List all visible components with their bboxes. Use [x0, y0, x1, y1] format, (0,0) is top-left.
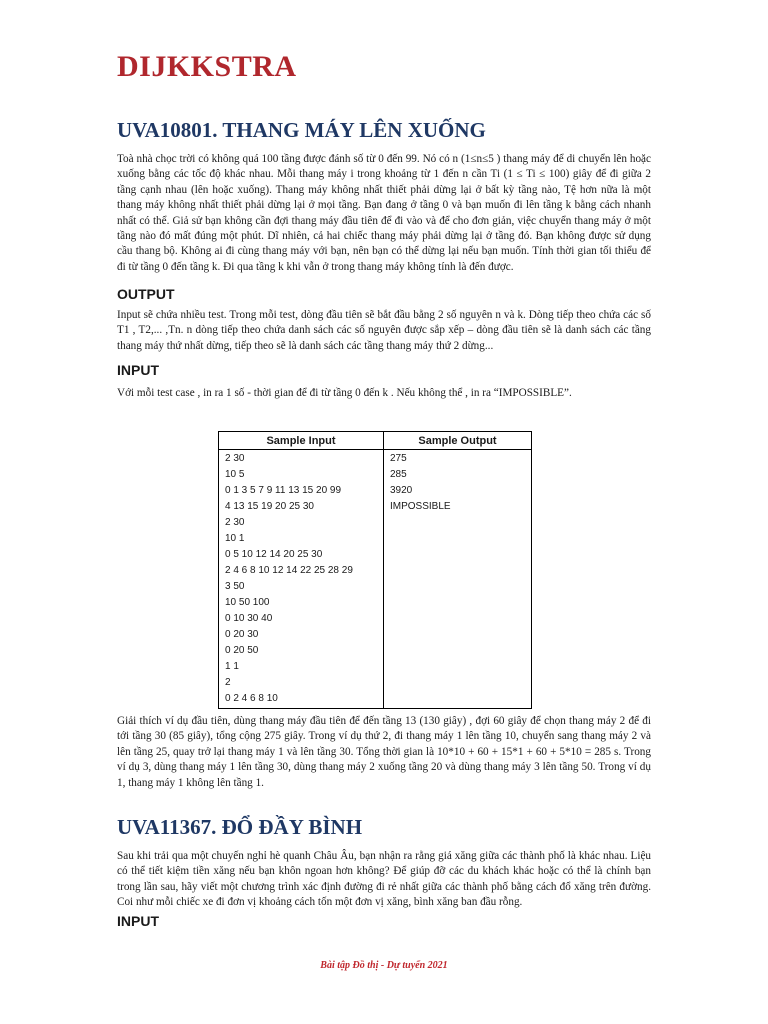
- sample-input-line: 2 4 6 8 10 12 14 22 25 28 29: [225, 565, 353, 576]
- sample-output-header: Sample Output: [384, 432, 532, 450]
- section1-title: UVA10801. THANG MÁY LÊN XUỐNG: [117, 118, 486, 142]
- section2-input-heading: INPUT: [117, 913, 159, 929]
- sample-input-line: 3 50: [225, 581, 245, 592]
- sample-input-header: Sample Input: [219, 432, 384, 450]
- main-heading: DIJKKSTRA: [117, 50, 297, 83]
- sample-input-line: 2 30: [225, 517, 245, 528]
- section1-explanation: Giải thích ví dụ đầu tiên, dùng thang máy đầu tiên để đến tầng 13 (130 giây) , đợi 60 giây để chọn thang máy 2 để đi tới tầng 30 (85 giây), tổng cộng 275 giây. Trong ví dụ thứ 2, đi thang máy 1 lên tầng 10, chuyển sang thang máy 2 và lên tầng 25, quay trở lại thang máy 1 và lên tầng 30. Tổng thời gian là 10*10 + 60 + 15*1 + 60 + 5*10 = 285 s. Trong ví dụ 3, dùng thang máy 1 lên tầng 30, dùng thang máy 2 xuống tầng 20 và dùng thang máy 3 lên tầng 50. Trong ví dụ 1, thang máy 1 không lên tầng 1.: [117, 715, 651, 789]
- sample-input-cell: [219, 450, 384, 709]
- section1-output-text: Input sẽ chứa nhiều test. Trong mỗi test, dòng đầu tiên sẽ bắt đầu bằng 2 số nguyên n và k. Dòng tiếp theo chứa các số T1 , T2,... ,Tn. n dòng tiếp theo chứa danh sách các số nguyên được sắp xếp – dòng đầu tiên sẽ là danh sách các tầng thang máy thứ nhất dừng, tiếp theo sẽ là danh sách các tầng thang máy thứ 2 dừng...: [117, 309, 651, 352]
- section1-output-heading: OUTPUT: [117, 286, 175, 302]
- sample-input-line: 1 1: [225, 661, 239, 672]
- section1-input-text: Với mỗi test case , in ra 1 số - thời gian để đi từ tầng 0 đến k . Nếu không thể , in ra “IMPOSSIBLE”.: [117, 387, 572, 399]
- section2-description: Sau khi trải qua một chuyến nghỉ hè quanh Châu Âu, bạn nhận ra rằng giá xăng giữa các thành phố là khác nhau. Liệu có thể tiết kiệm tiền xăng nếu bạn khôn ngoan hơn không? Để giúp đỡ các du khách khác hoặc có thể là chính bạn trong lần sau, hãy viết một chương trình xác định đường đi rẻ nhất giữa các thành phố bằng cách đổ xăng trên đường. Coi như mỗi chiếc xe đi đơn vị khoảng cách tốn một đơn vị xăng, bình xăng ban đầu rỗng.: [117, 850, 651, 909]
- sample-input-line: 4 13 15 19 20 25 30: [225, 501, 314, 512]
- section2-title: UVA11367. ĐỔ ĐẦY BÌNH: [117, 815, 363, 839]
- sample-input-line: 10 50 100: [225, 597, 270, 608]
- sample-input-line: 0 1 3 5 7 9 11 13 15 20 99: [225, 485, 342, 496]
- sample-input-line: 2 30: [225, 453, 245, 464]
- sample-input-line: 10 1: [225, 533, 245, 544]
- sample-input-line: 10 5: [225, 469, 245, 480]
- sample-input-line: 0 2 4 6 8 10: [225, 693, 278, 704]
- sample-output-line: 285: [390, 469, 407, 480]
- sample-input-line: 0 20 50: [225, 645, 259, 656]
- sample-input-line: 0 5 10 12 14 20 25 30: [225, 549, 323, 560]
- sample-input-line: 2: [225, 677, 231, 688]
- sample-input-line: 0 10 30 40: [225, 613, 273, 624]
- sample-output-line: 3920: [390, 485, 413, 496]
- sample-output-line: IMPOSSIBLE: [390, 501, 451, 512]
- page-footer: Bài tập Đồ thị - Dự tuyển 2021: [320, 960, 448, 971]
- sample-input-line: 0 20 30: [225, 629, 259, 640]
- sample-output-cell: [384, 450, 532, 709]
- section1-description: Toà nhà chọc trời có không quá 100 tầng được đánh số từ 0 đến 99. Nó có n (1≤n≤5 ) thang máy để di chuyển lên hoặc xuống bằng các tốc độ khác nhau. Mỗi thang máy i trong khoảng từ 1 đến n cần Ti (1 ≤ Ti ≤ 100) giây để đi giữa 2 tầng cạnh nhau (lên hoặc xuống). Thang máy không nhất thiết phải dừng lại ở bất kỳ tầng nào, Tệ hơn nữa là một thang máy không nhất thiết phải dừng lại ở mọi tầng. Bạn đang ở tầng 0 và bạn muốn đi lên tầng k bằng cách nhanh nhất có thể. Giả sử bạn không cần đợi thang máy đầu tiên để đi vào và để cho đơn giản, việc chuyển thang máy ở một tầng nào đó mất đúng một phút. Dĩ nhiên, cả hai chiếc thang máy phải dừng lại ở tầng đó. Bạn không được sử dụng cầu thang bộ. Không ai đi cùng thang máy với bạn, nên bạn có thể dừng lại nếu bạn muốn. Tính thời gian tối thiểu để đi từ tầng 0 đến tầng k. Đi qua tầng k khi vẫn ở trong thang máy không tính là đến được.: [117, 153, 651, 273]
- sample-table: [218, 431, 532, 709]
- section1-input-heading: INPUT: [117, 362, 159, 378]
- sample-output-line: 275: [390, 453, 407, 464]
